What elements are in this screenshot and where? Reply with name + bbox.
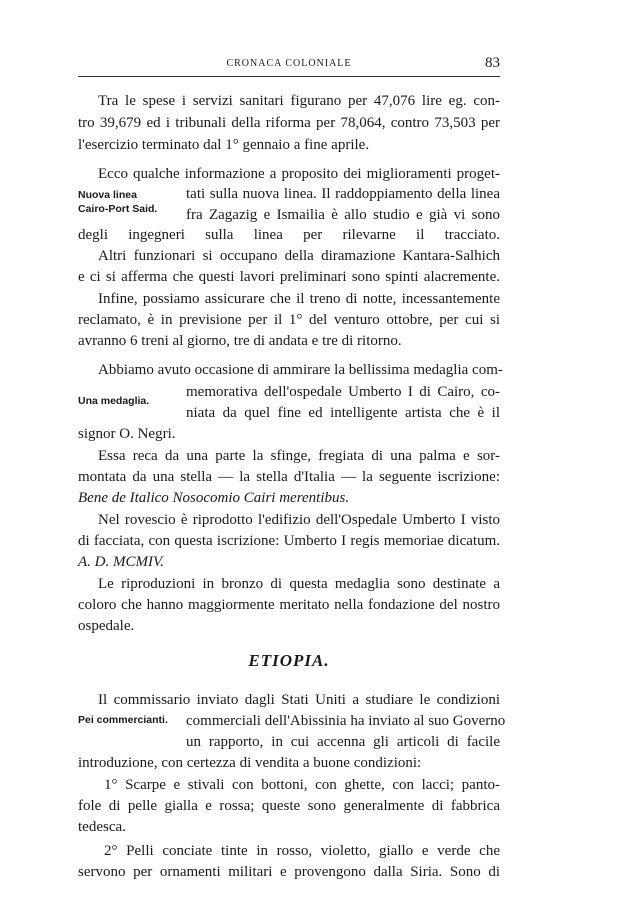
margin-note: Nuova linea xyxy=(78,189,137,201)
text-line: tedesca. xyxy=(78,819,126,835)
text-line: Infine, possiamo assicurare che il treno di notte, incessantemente xyxy=(98,291,500,307)
text-line: Bene de Italico Nosocomio Cairi merentibus. xyxy=(78,490,350,506)
text-line: un rapporto, in cui accenna gli articoli di facile xyxy=(186,734,500,750)
text-line: tro 39,679 ed i tribunali della riforma per 78,064, contro 73,503 per xyxy=(78,115,500,131)
text-line: Essa reca da una parte la sfinge, fregiata di una palma e sor- xyxy=(98,448,500,464)
text-line: 2° Pelli conciate tinte in rosso, violetto, giallo e verde che xyxy=(104,843,500,859)
running-title: CRONACA COLONIALE xyxy=(226,58,352,69)
text-line: degli ingegneri sulla linea per rilevarne il tracciato. xyxy=(78,227,500,243)
text-line: Altri funzionari si occupano della diramazione Kantara-Salhich xyxy=(98,248,500,264)
text-line: Tra le spese i servizi sanitari figurano per 47,076 lire eg. con- xyxy=(98,93,500,109)
page-number: 83 xyxy=(485,55,500,71)
text-line: avranno 6 treni al giorno, tre di andata e tre di ritorno. xyxy=(78,333,402,349)
margin-note: Pei commercianti. xyxy=(78,714,168,726)
text-line: Nel rovescio è riprodotto l'edifizio dell'Ospedale Umberto I visto xyxy=(98,512,500,528)
text-line: montata da una stella — la stella d'Italia — la seguente iscrizione: xyxy=(78,469,500,485)
text-line: di facciata, con questa iscrizione: Umberto I regis memoriae dicatum. xyxy=(78,533,500,549)
text-line: Abbiamo avuto occasione di ammirare la bellissima medaglia com- xyxy=(98,362,503,378)
text-line: l'esercizio terminato dal 1° gennaio a fine aprile. xyxy=(78,137,370,153)
text-line: memorativa dell'ospedale Umberto I di Cairo, co- xyxy=(186,384,500,400)
text-line: coloro che hanno maggiormente meritato nella fondazione del nostro xyxy=(78,597,500,613)
text-line: Le riproduzioni in bronzo di questa medaglia sono destinate a xyxy=(98,576,500,592)
margin-note: Cairo-Port Said. xyxy=(78,203,158,215)
text-line: servono per ornamenti militari e provengono dalla Siria. Sono di xyxy=(78,864,500,880)
text-line: introduzione, con certezza di vendita a buone condizioni: xyxy=(78,755,422,771)
running-header xyxy=(78,56,500,77)
text-line: 1° Scarpe e stivali con bottoni, con ghette, con lacci; panto- xyxy=(104,777,500,793)
text-line: tati sulla nuova linea. Il raddoppiamento della linea xyxy=(186,186,500,202)
margin-note: Una medaglia. xyxy=(78,395,150,407)
text-line: A. D. MCMIV. xyxy=(78,554,164,570)
text-line: ospedale. xyxy=(78,618,135,634)
text-line: Il commissario inviato dagli Stati Uniti a studiare le condizioni xyxy=(98,692,500,708)
text-line: commerciali dell'Abissinia ha inviato al suo Governo xyxy=(186,713,506,729)
text-line: Ecco qualche informazione a proposito dei miglioramenti proget- xyxy=(98,166,500,182)
text-line: signor O. Negri. xyxy=(78,426,176,442)
text-line: niata da quel fine ed intelligente artista che è il xyxy=(186,405,500,421)
text-line: fra Zagazig e Ismailia è allo studio e già vi sono xyxy=(186,207,500,223)
text-line: reclamato, è in previsione per il 1° del venturo ottobre, per cui si xyxy=(78,312,500,328)
section-heading: ETIOPIA. xyxy=(248,651,330,670)
text-line: e ci si afferma che questi lavori preliminari sono spinti alacremente. xyxy=(78,269,500,285)
text-line: fole di pelle gialla e rossa; queste sono generalmente di fabbrica xyxy=(78,798,500,814)
